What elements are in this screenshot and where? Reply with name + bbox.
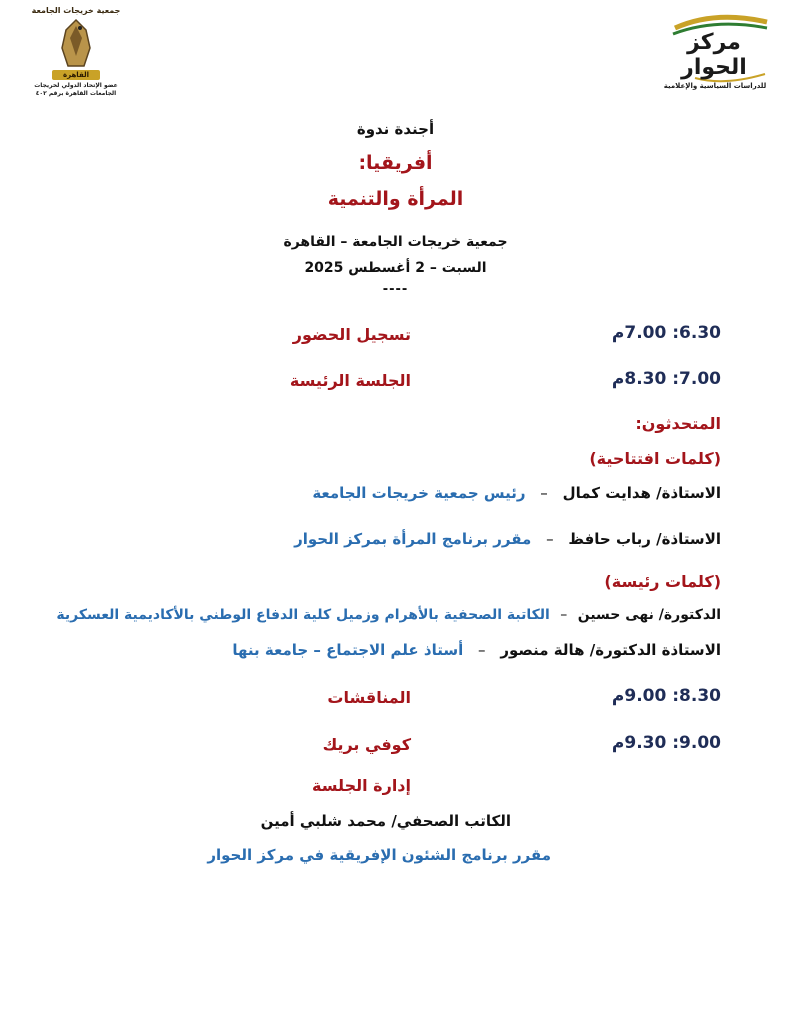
speaker-name: الاستاذة الدكتورة/ هالة منصور [500, 641, 721, 659]
event-title-line2: المرأة والتنمية [327, 188, 464, 210]
speaker-role: رئيس جمعية خريجات الجامعة [312, 484, 526, 502]
hiwar-center-logo [655, 8, 775, 100]
speaker-line [56, 607, 721, 623]
moderation-heading: إدارة الجلسة [312, 776, 411, 795]
schedule-label: تسجيل الحضور [292, 325, 411, 344]
speaker-line [312, 484, 721, 502]
speaker-line [232, 641, 721, 659]
speaker-name: الاستاذة/ رباب حافظ [568, 530, 721, 548]
moderator-name: الكاتب الصحفي/ محمد شلبي أمين [260, 812, 511, 830]
event-venue: جمعية خريجات الجامعة – القاهرة [283, 234, 508, 250]
graduates-association-logo [22, 6, 130, 98]
speaker-name: الاستاذة/ هدايت كمال [562, 484, 721, 502]
speaker-separator: – [560, 607, 568, 623]
speaker-separator: – [546, 530, 554, 548]
speakers-heading: المتحدثون: [635, 414, 721, 433]
speaker-role: مقرر برنامج المرأة بمركز الحوار [294, 530, 532, 548]
speaker-role: الكاتبة الصحفية بالأهرام وزميل كلية الدفاع الوطني بالأكاديمية العسكرية [56, 607, 550, 623]
keynote-heading: (كلمات رئيسة) [604, 572, 721, 591]
agenda-label: أجندة ندوة [356, 120, 435, 138]
schedule-time: 9.00: 9.30م [611, 733, 721, 753]
speaker-line [294, 530, 721, 548]
hiwar-logo-subtitle: للدراسات السياسية والإعلامية [663, 82, 767, 90]
hiwar-logo-text: مركز الحوار [681, 30, 747, 80]
event-date: السبت – 2 أغسطس 2025 [304, 260, 487, 276]
speaker-separator: – [478, 641, 486, 659]
association-logo-arc-text: جمعية خريجات الجامعة [31, 6, 121, 15]
schedule-label: كوفي بريك [322, 735, 411, 754]
speaker-separator: – [540, 484, 548, 502]
schedule-time: 6.30: 7.00م [611, 323, 721, 343]
opening-remarks-heading: (كلمات افتتاحية) [589, 449, 721, 468]
falcon-emblem-icon [46, 16, 106, 74]
moderator-role: مقرر برنامج الشئون الإفريقية في مركز الحوار [207, 846, 551, 864]
association-logo-subtitle: عضو الإتحاد الدولي لخريجات الجامعات القاهرة برقم ٤٠٢ [34, 82, 118, 97]
schedule-time: 7.00: 8.30م [611, 369, 721, 389]
separator: ---- [382, 282, 409, 297]
schedule-label: الجلسة الرئيسة [289, 371, 411, 390]
association-logo-band: القاهرة [52, 70, 100, 80]
speaker-name: الدكتورة/ نهى حسين [577, 607, 721, 623]
event-title-line1: أفريقيا: [358, 152, 433, 174]
schedule-label: المناقشات [327, 688, 411, 707]
speaker-role: أستاذ علم الاجتماع – جامعة بنها [232, 641, 464, 659]
schedule-time: 8.30: 9.00م [611, 686, 721, 706]
